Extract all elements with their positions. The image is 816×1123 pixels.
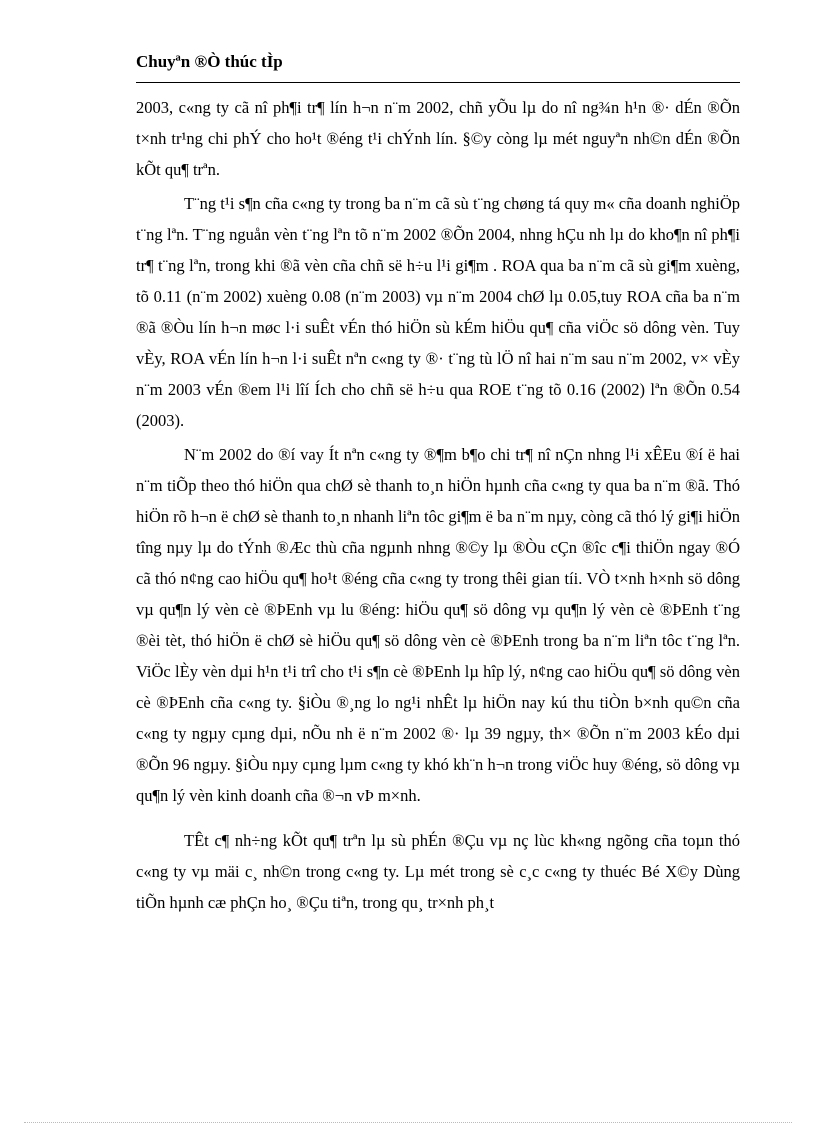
- paragraph-total-assets: T¨ng t¹i s¶n cña c«ng ty trong ba n¨m cã sù t¨ng chøng tá quy m« cña doanh nghiÖp t¨ng lªn. T¨ng nguån vèn t¨ng lªn tõ n¨m 2002 ®Õn 2004, nhng hÇu nh lµ do kho¶n nî ph¶i tr¶ t¨ng lªn, trong khi ®ã vèn cña chñ së h÷u l¹i gi¶m . ROA qua ba n¨m cã sù gi¶m xuèng, tõ 0.11 (n¨m 2002) xuèng 0.08 (n¨m 2003) vµ n¨m 2004 chØ lµ 0.05,tuy ROA cña ba n¨m ®ã ®Òu lín h¬n møc l·i suÊt vÉn thó hiÖn sù kÉm hiÖu qu¶ cña viÖc sö dông vèn. Tuy vÈy, ROA vÉn lín h¬n l·i suÊt nªn c«ng ty ®· t¨ng tù lÖ nî hai n¨m sau n¨m 2002, v× vÈy n¨m 2003 vÉn ®em l¹i lîí Ích cho chñ së h÷u qua ROE t¨ng tõ 0.16 (2002) lªn ®Õn 0.54 (2003).: [136, 194, 740, 430]
- paragraph-liquidity: N¨m 2002 do ®í vay Ít nªn c«ng ty ®¶m b¶o chi tr¶ nî nÇn nhng l¹i xÊEu ®í ë hai n¨m tiÕp theo thó hiÖn qua chØ sè thanh to¸n hiÖn hµnh cña c«ng ty qua ba n¨m ®ã. Thó hiÖn rõ h¬n ë chØ sè thanh to¸n nhanh liªn tôc gi¶m ë ba n¨m nµy, còng cã thó lý gi¶i hiÖn tîng nµy lµ do tÝnh ®Æc thù cña ngµnh nhng ®©y lµ ®Òu cÇn ®îc c¶i thiÖn ngay ®Ó cã thó n¢ng cao hiÖu qu¶ ho¹t ®éng cña c«ng ty trong thêi gian tíi. VÒ t×nh h×nh sö dông vµ qu¶n lý vèn cè ®ÞEnh vµ lu ®éng: hiÖu qu¶ sö dông vµ qu¶n lý vèn cè ®ÞEnh t¨ng ®èi tèt, thó hiÖn ë chØ sè hiÖu qu¶ sö dông vèn cè ®ÞEnh trong ba n¨m liªn tôc t¨ng lªn. ViÖc lÈy vèn dµi h¹n t¹i trî cho t¹i s¶n cè ®ÞEnh lµ hîp lý, n¢ng cao hiÖu qu¶ sö dông vèn cè ®ÞEnh cña c«ng ty. §iÒu ®¸ng lo ng¹i nhÊt lµ hiÖn nay kú thu tiÒn b×nh qu©n cña c«ng ty ngµy cµng dµi, nÕu nh ë n¨m 2002 ®· lµ 39 ngµy, th× ®Õn n¨m 2003 kÉo dµi ®Õn 96 ngµy. §iÒu nµy cµng lµm c«ng ty khó kh¨n h¬n trong viÖc huy ®éng, sö dông vµ qu¶n lý vèn kinh doanh cña ®¬n vÞ m×nh.: [136, 445, 740, 805]
- document-body: [136, 92, 740, 918]
- header-divider: [136, 82, 740, 83]
- paragraph-continuation: 2003, c«ng ty cã nî ph¶i tr¶ lín h¬n n¨m 2002, chñ yÕu lµ do nî ng¾n h¹n ®· dÉn ®Õn t×nh tr¹ng chi phÝ cho ho¹t ®éng t¹i chÝnh lín. §©y còng lµ mét nguyªn nh©n dÉn ®Õn kÕt qu¶ trªn.: [136, 98, 740, 179]
- paragraph-conclusion: TÊt c¶ nh÷ng kÕt qu¶ trªn lµ sù phÉn ®Çu vµ nç lùc kh«ng ngõng cña toµn thó c«ng ty vµ mäi c¸ nh©n trong c«ng ty. Lµ mét trong sè c¸c c«ng ty thuéc Bé X©y Dùng tiÕn hµnh cæ phÇn ho¸ ®Çu tiªn, trong qu¸ tr×nh ph¸t: [136, 831, 740, 912]
- page-header-title: Chuyªn ®Ò thúc tÌp: [136, 52, 283, 71]
